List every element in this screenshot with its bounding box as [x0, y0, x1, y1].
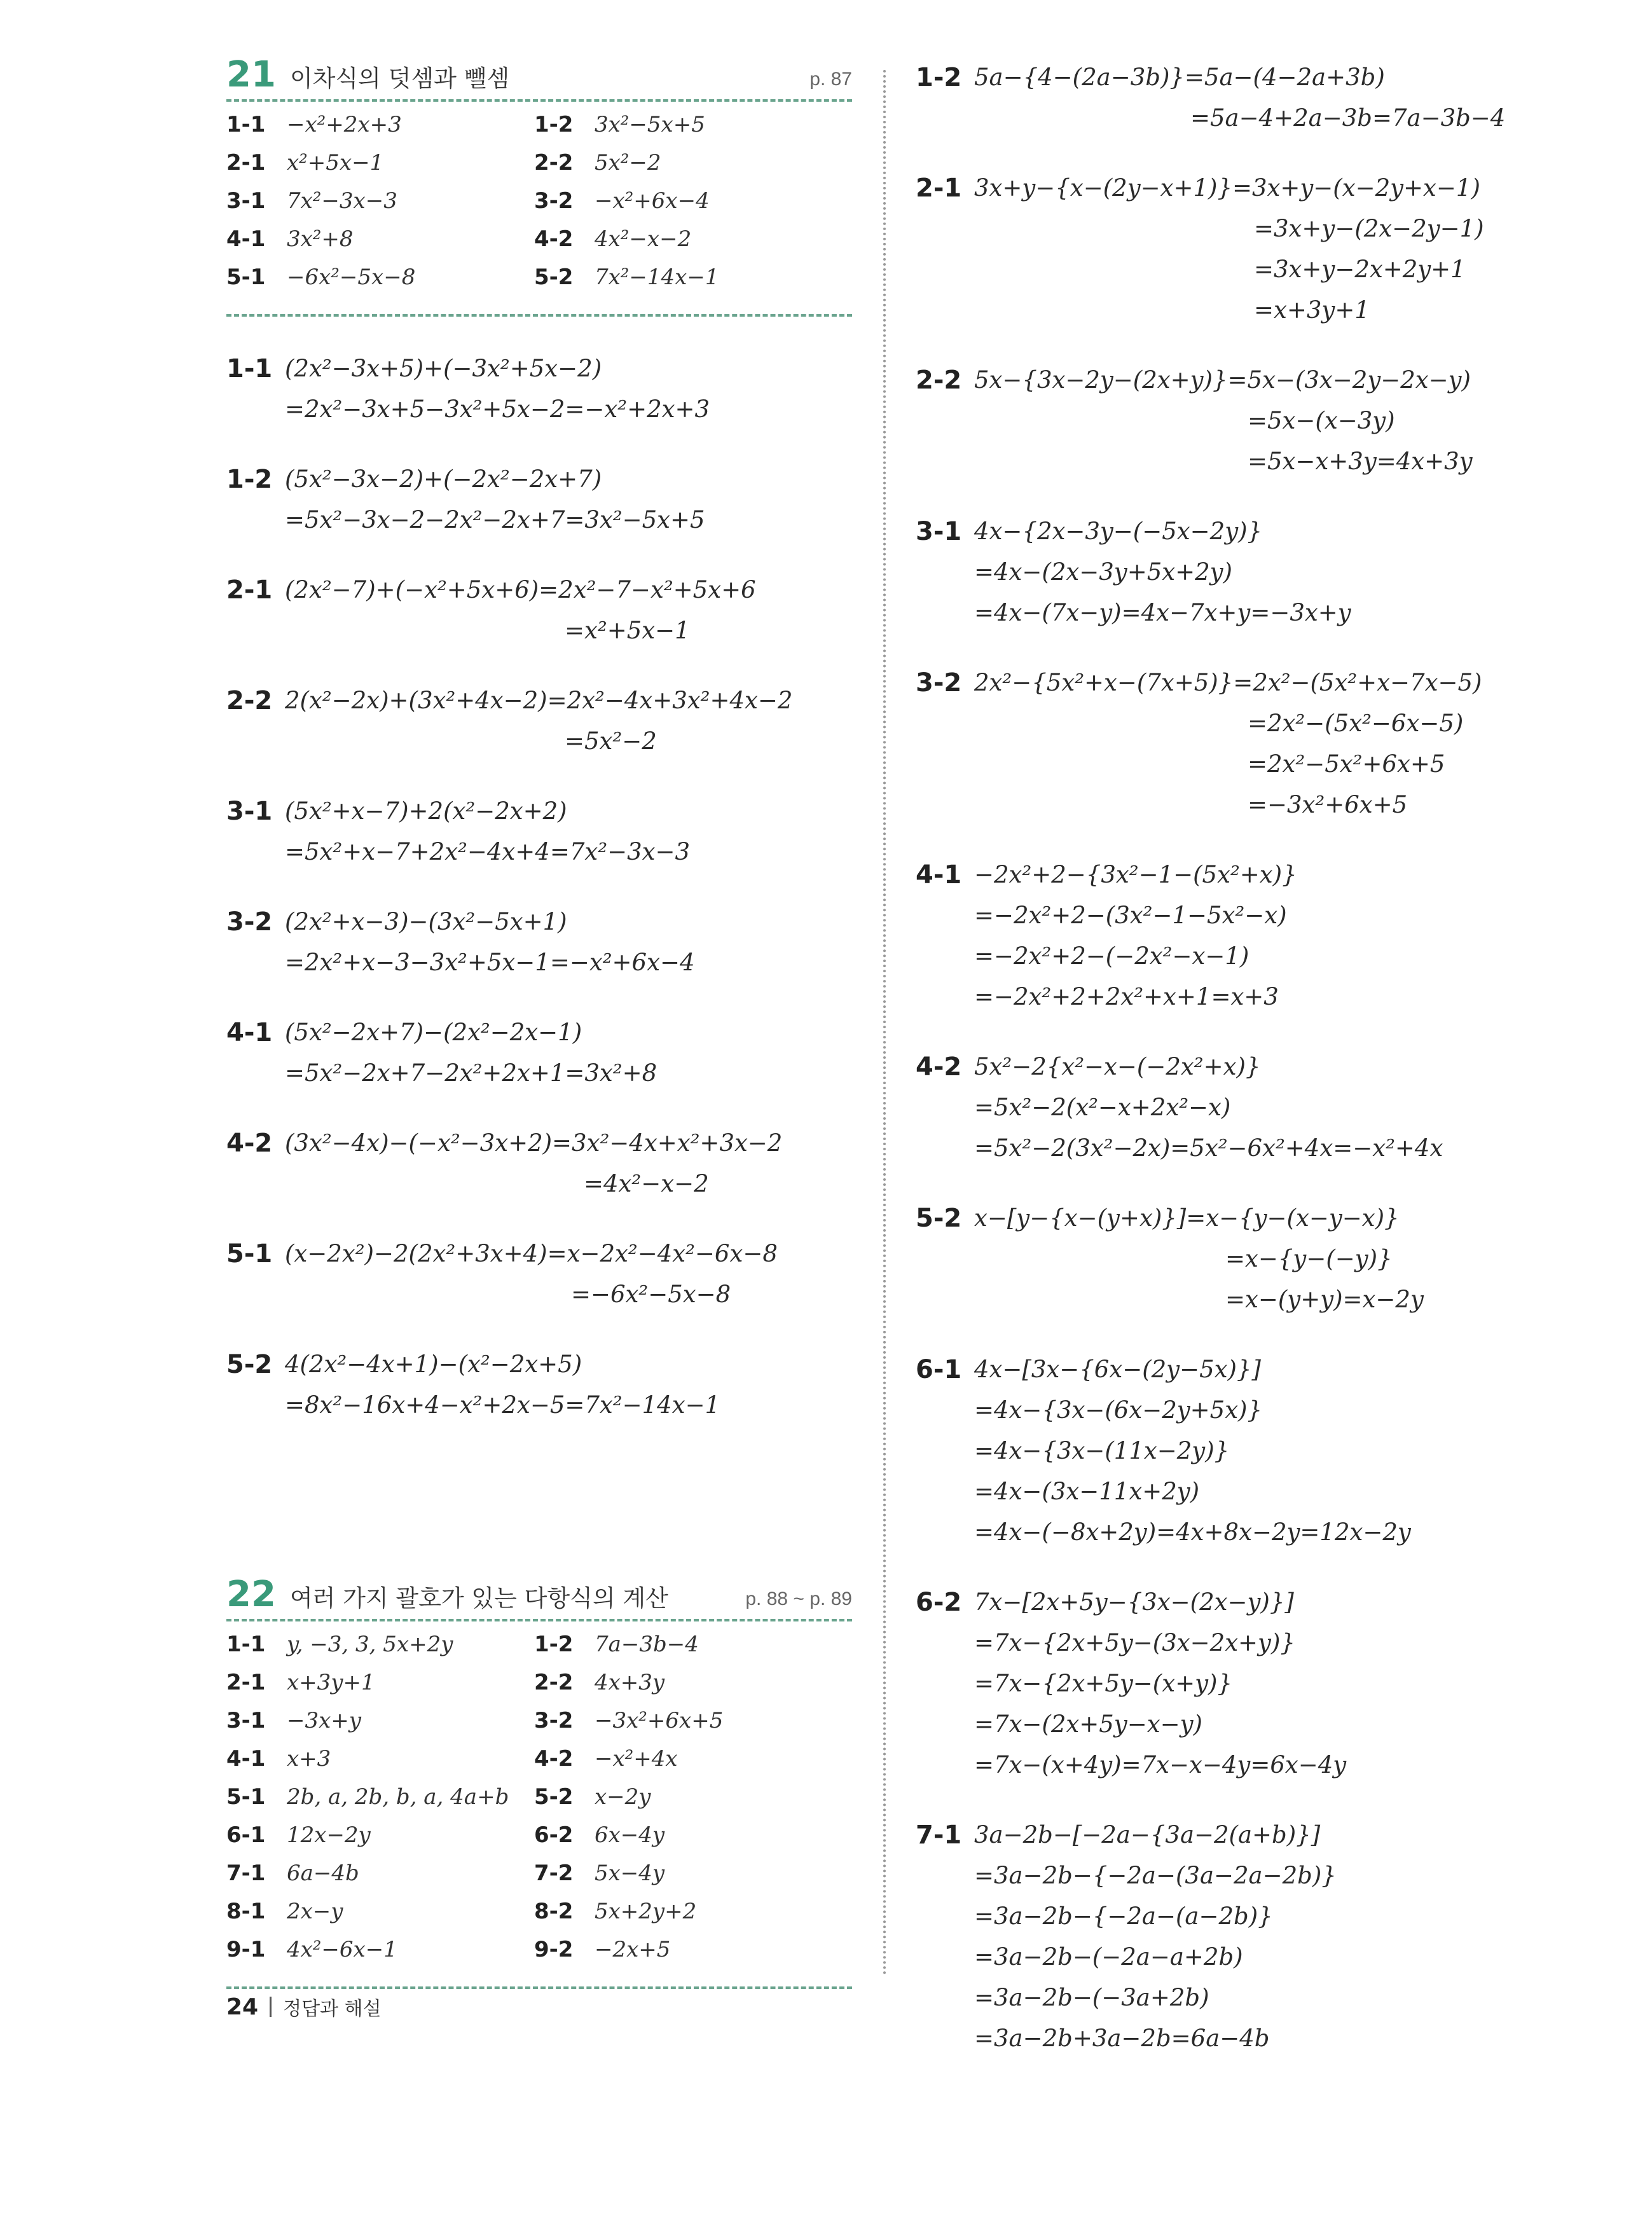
- solution-line: (3x²−4x)−(−x²−3x+2)=3x²−4x+x²+3x−2: [285, 1129, 783, 1157]
- solution-line: =3a−2b−{−2a−(a−2b)}: [974, 1903, 1273, 1930]
- solution-line: =−2x²+2+2x²+x+1=x+3: [974, 983, 1279, 1010]
- section-title: 여러 가지 괄호가 있는 다항식의 계산: [289, 1584, 668, 1612]
- solution-label: 1-1: [226, 354, 273, 383]
- answer-value: y, −3, 3, 5x+2y: [287, 1632, 453, 1657]
- answer-label: 2-1: [226, 150, 266, 176]
- solution-line: =−3x²+6x+5: [1248, 791, 1408, 818]
- answer-value: 3x²+8: [287, 226, 354, 252]
- answer-item: [534, 1708, 852, 1746]
- solution-block: [226, 570, 852, 651]
- answer-value: 2x−y: [287, 1899, 343, 1924]
- solution-line: =5x−(x−3y): [1248, 407, 1395, 434]
- answer-item: [534, 1822, 852, 1861]
- answer-item: [534, 1746, 852, 1784]
- solution-block: [916, 511, 1609, 633]
- solution-line: −2x²+2−{3x²−1−(5x²+x)}: [974, 861, 1297, 888]
- answer-value: −3x+y: [287, 1708, 361, 1733]
- solution-line: =4x²−x−2: [584, 1170, 709, 1197]
- solution-list: [226, 317, 852, 1426]
- answer-value: −3x²+6x+5: [595, 1708, 724, 1733]
- answer-value: 7x²−14x−1: [595, 265, 719, 290]
- solution-line: =x+3y+1: [1254, 296, 1370, 324]
- solution-label: 2-2: [916, 366, 962, 395]
- solution-line: =3x+y−(2x−2y−1): [1254, 215, 1484, 242]
- solution-line: =5x²−2(3x²−2x)=5x²−6x²+4x=−x²+4x: [974, 1134, 1443, 1162]
- solution-line: =3a−2b−{−2a−(3a−2a−2b)}: [974, 1862, 1337, 1889]
- solution-label: 2-2: [226, 686, 273, 715]
- solution-label: 3-1: [226, 797, 273, 826]
- answer-item: [534, 1632, 852, 1670]
- section-21: [226, 54, 852, 1426]
- answer-value: −x²+4x: [595, 1746, 678, 1772]
- solution-line: =x−(y+y)=x−2y: [1225, 1286, 1424, 1313]
- answer-value: x+3y+1: [287, 1670, 375, 1695]
- solution-block: [916, 57, 1609, 139]
- solution-line: =−2x²+2−(3x²−1−5x²−x): [974, 902, 1287, 929]
- answer-value: 7a−3b−4: [595, 1632, 699, 1657]
- answer-item: [534, 1784, 852, 1822]
- solution-label: 1-2: [226, 465, 273, 494]
- answer-value: 5x²−2: [595, 150, 661, 176]
- solution-line: =7x−{2x+5y−(x+y)}: [974, 1670, 1232, 1697]
- solution-line: (2x²+x−3)−(3x²−5x+1): [285, 908, 567, 935]
- solution-block: [226, 1234, 852, 1315]
- solution-line: =3x+y−2x+2y+1: [1254, 256, 1466, 283]
- answer-label: 7-2: [534, 1861, 574, 1886]
- solution-label: 5-1: [226, 1239, 273, 1269]
- answer-label: 9-1: [226, 1937, 266, 1962]
- answer-item: [226, 265, 534, 303]
- solution-label: 5-2: [226, 1350, 273, 1379]
- solution-block: [226, 1012, 852, 1094]
- answer-grid: [226, 102, 852, 317]
- solution-label: 4-1: [226, 1018, 273, 1047]
- page-reference: p. 87: [809, 69, 852, 90]
- answer-item: [226, 1746, 534, 1784]
- solution-block: [226, 1344, 852, 1426]
- answer-label: 5-1: [226, 265, 266, 290]
- answer-label: 8-2: [534, 1899, 574, 1924]
- solution-line: =−6x²−5x−8: [571, 1281, 731, 1308]
- solution-line: =7x−(2x+5y−x−y): [974, 1710, 1202, 1738]
- solution-line: 4x−{2x−3y−(−5x−2y)}: [974, 518, 1263, 545]
- solution-line: =4x−(−8x+2y)=4x+8x−2y=12x−2y: [974, 1518, 1411, 1546]
- solution-line: =4x−{3x−(11x−2y)}: [974, 1437, 1230, 1464]
- solution-block: [226, 1123, 852, 1204]
- answer-label: 2-2: [534, 150, 574, 176]
- solution-label: 4-1: [916, 860, 962, 890]
- solution-line: (x−2x²)−2(2x²+3x+4)=x−2x²−4x²−6x−8: [285, 1240, 778, 1267]
- section-header: [226, 1574, 852, 1621]
- solution-label: 1-2: [916, 63, 962, 92]
- page-footer: [226, 1993, 382, 2021]
- answer-value: 4x+3y: [595, 1670, 665, 1695]
- solution-line: =5x²+x−7+2x²−4x+4=7x²−3x−3: [285, 838, 691, 865]
- answer-item: [534, 1937, 852, 1975]
- answer-value: 5x−4y: [595, 1861, 665, 1886]
- solution-line: =7x−{2x+5y−(3x−2x+y)}: [974, 1629, 1295, 1656]
- solution-block: [226, 459, 852, 540]
- section-number: 21: [226, 54, 276, 95]
- answer-value: −x²+2x+3: [287, 112, 402, 137]
- solution-block: [916, 168, 1609, 331]
- solution-line: =4x−(3x−11x+2y): [974, 1478, 1200, 1505]
- answer-item: [534, 265, 852, 303]
- solution-line: 4(2x²−4x+1)−(x²−2x+5): [285, 1351, 582, 1378]
- solution-line: =−2x²+2−(−2x²−x−1): [974, 942, 1249, 970]
- solution-label: 4-2: [226, 1129, 273, 1158]
- answer-value: x−2y: [595, 1784, 651, 1810]
- answer-value: 4x²−x−2: [595, 226, 692, 252]
- solution-label: 5-2: [916, 1204, 962, 1233]
- solution-line: =3a−2b−(−2a−a+2b): [974, 1943, 1243, 1971]
- solution-label: 6-2: [916, 1588, 962, 1617]
- solution-line: =x−{y−(−y)}: [1225, 1245, 1393, 1272]
- answer-item: [534, 1861, 852, 1899]
- answer-item: [226, 1784, 534, 1822]
- solution-block: [226, 680, 852, 762]
- answer-item: [226, 112, 534, 150]
- answer-item: [226, 1632, 534, 1670]
- answer-value: x+3: [287, 1746, 331, 1772]
- solution-block: [916, 360, 1609, 482]
- answer-value: 4x²−6x−1: [287, 1937, 397, 1962]
- solution-label: 2-1: [916, 174, 962, 203]
- solution-line: =7x−(x+4y)=7x−x−4y=6x−4y: [974, 1751, 1347, 1779]
- solution-block: [916, 855, 1609, 1017]
- answer-value: 2b, a, 2b, b, a, 4a+b: [287, 1784, 509, 1810]
- solution-label: 3-1: [916, 517, 962, 546]
- solution-block: [226, 902, 852, 983]
- answer-label: 7-1: [226, 1861, 266, 1886]
- answer-value: 3x²−5x+5: [595, 112, 705, 137]
- solution-line: =5x−x+3y=4x+3y: [1248, 448, 1473, 475]
- answer-label: 4-2: [534, 1746, 574, 1772]
- solution-line: =2x²−3x+5−3x²+5x−2=−x²+2x+3: [285, 396, 710, 423]
- answer-item: [226, 1861, 534, 1899]
- solution-label: 2-1: [226, 575, 273, 605]
- footer-separator: [270, 1997, 272, 2017]
- solution-line: =3a−2b−(−3a+2b): [974, 1984, 1209, 2011]
- answer-label: 4-2: [534, 226, 574, 252]
- answer-label: 3-1: [226, 1708, 266, 1733]
- answer-value: 6a−4b: [287, 1861, 359, 1886]
- answer-item: [226, 1899, 534, 1937]
- solution-line: =5x²−3x−2−2x²−2x+7=3x²−5x+5: [285, 506, 705, 533]
- solution-line: 7x−[2x+5y−{3x−(2x−y)}]: [974, 1588, 1294, 1616]
- answer-value: 7x²−3x−3: [287, 188, 397, 214]
- solution-line: (2x²−3x+5)+(−3x²+5x−2): [285, 355, 602, 382]
- column-divider: [883, 70, 886, 1976]
- solution-line: =5a−4+2a−3b=7a−3b−4: [1190, 104, 1506, 132]
- answer-item: [226, 188, 534, 226]
- answer-label: 5-1: [226, 1784, 266, 1810]
- solution-line: =5x²−2(x²−x+2x²−x): [974, 1094, 1231, 1121]
- answer-item: [226, 1708, 534, 1746]
- answer-item: [226, 1937, 534, 1975]
- solution-block: [916, 1198, 1609, 1320]
- solution-line: =4x−(7x−y)=4x−7x+y=−3x+y: [974, 599, 1351, 626]
- solution-block: [916, 1349, 1609, 1553]
- answer-item: [534, 112, 852, 150]
- solution-line: =3a−2b+3a−2b=6a−4b: [974, 2025, 1270, 2052]
- answer-value: 12x−2y: [287, 1822, 371, 1848]
- answer-value: −6x²−5x−8: [287, 265, 416, 290]
- solution-line: =8x²−16x+4−x²+2x−5=7x²−14x−1: [285, 1391, 720, 1419]
- solution-block: [916, 1582, 1609, 1786]
- answer-value: x²+5x−1: [287, 150, 384, 176]
- section-title: 이차식의 덧셈과 뺄셈: [289, 64, 510, 92]
- solution-label: 3-2: [226, 907, 273, 937]
- answer-item: [226, 1670, 534, 1708]
- solution-line: =4x−(2x−3y+5x+2y): [974, 558, 1232, 586]
- answer-item: [534, 1670, 852, 1708]
- answer-item: [534, 226, 852, 265]
- answer-label: 1-2: [534, 1632, 574, 1657]
- page-number: 24: [226, 1993, 259, 2020]
- solution-line: 4x−[3x−{6x−(2y−5x)}]: [974, 1356, 1261, 1383]
- answer-label: 2-1: [226, 1670, 266, 1695]
- solution-line: 3a−2b−[−2a−{3a−2(a+b)}]: [974, 1821, 1321, 1848]
- solution-line: (5x²+x−7)+2(x²−2x+2): [285, 797, 567, 825]
- solution-block: [226, 348, 852, 430]
- solution-line: x−[y−{x−(y+x)}]=x−{y−(x−y−x)}: [974, 1204, 1400, 1232]
- solution-line: =5x²−2: [565, 727, 657, 755]
- answer-label: 3-1: [226, 188, 266, 214]
- answer-label: 3-2: [534, 1708, 574, 1733]
- solution-block: [916, 1815, 1609, 2059]
- answer-item: [226, 150, 534, 188]
- answer-label: 6-2: [534, 1822, 574, 1848]
- section-number: 22: [226, 1574, 276, 1615]
- solution-list: [916, 57, 1609, 2059]
- solution-line: =5x²−2x+7−2x²+2x+1=3x²+8: [285, 1059, 657, 1087]
- answer-label: 9-2: [534, 1937, 574, 1962]
- answer-value: −2x+5: [595, 1937, 671, 1962]
- solution-block: [226, 791, 852, 872]
- solution-block: [916, 1047, 1609, 1169]
- answer-label: 4-1: [226, 1746, 266, 1772]
- solution-label: 6-1: [916, 1355, 962, 1384]
- answer-label: 4-1: [226, 226, 266, 252]
- page-reference: p. 88 ~ p. 89: [745, 1588, 852, 1609]
- answer-label: 5-2: [534, 1784, 574, 1810]
- section-22: [226, 1574, 852, 1989]
- answer-item: [226, 1822, 534, 1861]
- solution-line: =2x²−5x²+6x+5: [1248, 750, 1445, 778]
- solution-line: 5a−{4−(2a−3b)}=5a−(4−2a+3b): [974, 64, 1385, 91]
- left-column: [226, 54, 852, 1962]
- solution-label: 4-2: [916, 1052, 962, 1082]
- solution-line: 3x+y−{x−(2y−x+1)}=3x+y−(x−2y+x−1): [974, 174, 1480, 202]
- answer-label: 3-2: [534, 188, 574, 214]
- solution-line: 5x−{3x−2y−(2x+y)}=5x−(3x−2y−2x−y): [974, 366, 1471, 394]
- solution-line: =x²+5x−1: [565, 617, 690, 644]
- answer-label: 1-2: [534, 112, 574, 137]
- solution-label: 7-1: [916, 1820, 962, 1850]
- answer-item: [534, 150, 852, 188]
- answer-label: 5-2: [534, 265, 574, 290]
- solution-line: =4x−{3x−(6x−2y+5x)}: [974, 1396, 1263, 1424]
- right-column: [916, 57, 1609, 2088]
- answer-item: [226, 226, 534, 265]
- solution-line: 2x²−{5x²+x−(7x+5)}=2x²−(5x²+x−7x−5): [974, 669, 1482, 696]
- answer-value: 6x−4y: [595, 1822, 665, 1848]
- solution-block: [916, 663, 1609, 825]
- solution-label: 3-2: [916, 668, 962, 698]
- answer-label: 2-2: [534, 1670, 574, 1695]
- footer-text: 정답과 해설: [283, 1998, 382, 2020]
- answer-label: 8-1: [226, 1899, 266, 1924]
- solution-line: 2(x²−2x)+(3x²+4x−2)=2x²−4x+3x²+4x−2: [285, 687, 793, 714]
- solution-line: 5x²−2{x²−x−(−2x²+x)}: [974, 1053, 1261, 1080]
- answer-label: 6-1: [226, 1822, 266, 1848]
- solution-line: =2x²−(5x²−6x−5): [1248, 710, 1464, 737]
- answer-grid: [226, 1621, 852, 1989]
- solution-line: (5x²−3x−2)+(−2x²−2x+7): [285, 465, 602, 493]
- answer-value: 5x+2y+2: [595, 1899, 697, 1924]
- answer-value: −x²+6x−4: [595, 188, 710, 214]
- solution-line: (2x²−7)+(−x²+5x+6)=2x²−7−x²+5x+6: [285, 576, 756, 603]
- answer-label: 1-1: [226, 1632, 266, 1657]
- section-header: [226, 54, 852, 102]
- answer-label: 1-1: [226, 112, 266, 137]
- answer-item: [534, 188, 852, 226]
- answer-item: [534, 1899, 852, 1937]
- solution-line: =2x²+x−3−3x²+5x−1=−x²+6x−4: [285, 949, 695, 976]
- solution-line: (5x²−2x+7)−(2x²−2x−1): [285, 1019, 582, 1046]
